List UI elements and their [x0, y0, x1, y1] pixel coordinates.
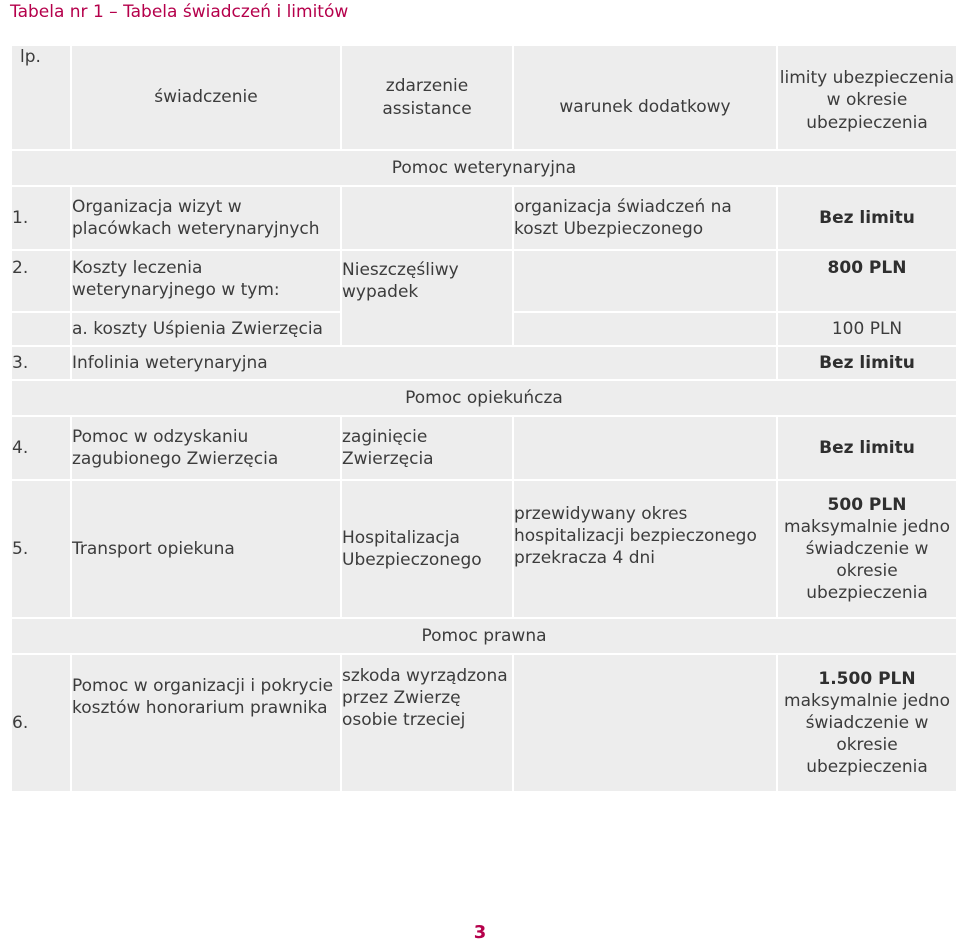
row-swiadczenie: Organizacja wizyt w placówkach weterynaryjnych	[72, 187, 340, 249]
row-warunek-empty	[514, 251, 776, 311]
row-zdarzenie: Hospitalizacja Ubezpieczonego	[342, 481, 512, 617]
row-limit	[778, 481, 956, 617]
limit-amount: 1.500 PLN	[818, 668, 916, 689]
limit-value: Bez limitu	[819, 352, 915, 373]
row-limit	[778, 347, 956, 379]
header-swiadczenie: świadczenie	[72, 46, 340, 149]
row-lp: 1.	[12, 187, 70, 249]
table-row	[12, 417, 956, 479]
header-lp: lp.	[12, 46, 70, 149]
row-lp-empty	[12, 313, 70, 345]
table-row	[12, 347, 956, 379]
limit-note: maksymalnie jedno świadczenie w okresie ubezpieczenia	[784, 516, 950, 604]
limit-value: Bez limitu	[819, 437, 915, 458]
row-swiadczenie: Transport opiekuna	[72, 481, 340, 617]
benefits-table	[10, 44, 958, 793]
header-limity: limity ubezpieczenia w okresie ubezpieczenia	[778, 46, 956, 149]
row-lp: 3.	[12, 347, 70, 379]
row-limit	[778, 251, 956, 311]
row-lp: 6.	[12, 655, 70, 791]
row-limit	[778, 187, 956, 249]
section-row	[12, 151, 956, 185]
row-lp: 2.	[12, 251, 70, 311]
row-warunek-empty	[514, 313, 776, 345]
row-zdarzenie: zaginięcie Zwierzęcia	[342, 417, 512, 479]
row-warunek: przewidywany okres hospitalizacji bezpieczonego przekracza 4 dni	[514, 481, 776, 617]
row-lp: 5.	[12, 481, 70, 617]
header-row	[12, 46, 956, 149]
page-number: 3	[473, 922, 487, 943]
row-swiadczenie: Koszty leczenia weterynaryjnego w tym:	[72, 251, 340, 311]
row-limit: 100 PLN	[778, 313, 956, 345]
table-row	[12, 187, 956, 249]
row-warunek-empty	[514, 417, 776, 479]
table-row	[12, 655, 956, 791]
section-row	[12, 619, 956, 653]
row-lp: 4.	[12, 417, 70, 479]
row-zdarzenie: Nieszczęśliwy wypadek	[342, 251, 512, 345]
header-warunek: warunek dodatkowy	[514, 46, 776, 149]
section-opiekuncza: Pomoc opiekuńcza	[12, 381, 956, 415]
row-zdarzenie-empty	[342, 187, 512, 249]
limit-amount: 500 PLN	[827, 494, 907, 515]
limit-value: Bez limitu	[819, 207, 915, 228]
limit-value: 800 PLN	[827, 258, 907, 278]
section-prawna: Pomoc prawna	[12, 619, 956, 653]
row-swiadczenie: Pomoc w odzyskaniu zagubionego Zwierzęcia	[72, 417, 340, 479]
table-caption: Tabela nr 1 – Tabela świadczeń i limitów	[10, 2, 349, 22]
row-limit	[778, 417, 956, 479]
row-warunek: organizacja świadczeń na koszt Ubezpieczonego	[514, 187, 776, 249]
row-warunek-empty	[514, 655, 776, 791]
limit-note: maksymalnie jedno świadczenie w okresie ubezpieczenia	[784, 690, 950, 778]
row-swiadczenie: Infolinia weterynaryjna	[72, 347, 776, 379]
section-weterynaryjna: Pomoc weterynaryjna	[12, 151, 956, 185]
header-zdarzenie: zdarzenie assistance	[342, 46, 512, 149]
row-swiadczenie: Pomoc w organizacji i pokrycie kosztów honorarium prawnika	[72, 655, 340, 791]
row-limit	[778, 655, 956, 791]
row-zdarzenie: szkoda wyrządzona przez Zwierzę osobie trzeciej	[342, 655, 512, 791]
section-row	[12, 381, 956, 415]
row-swiadczenie: a. koszty Uśpienia Zwierzęcia	[72, 313, 340, 345]
table-row	[12, 251, 956, 311]
table-row	[12, 481, 956, 617]
